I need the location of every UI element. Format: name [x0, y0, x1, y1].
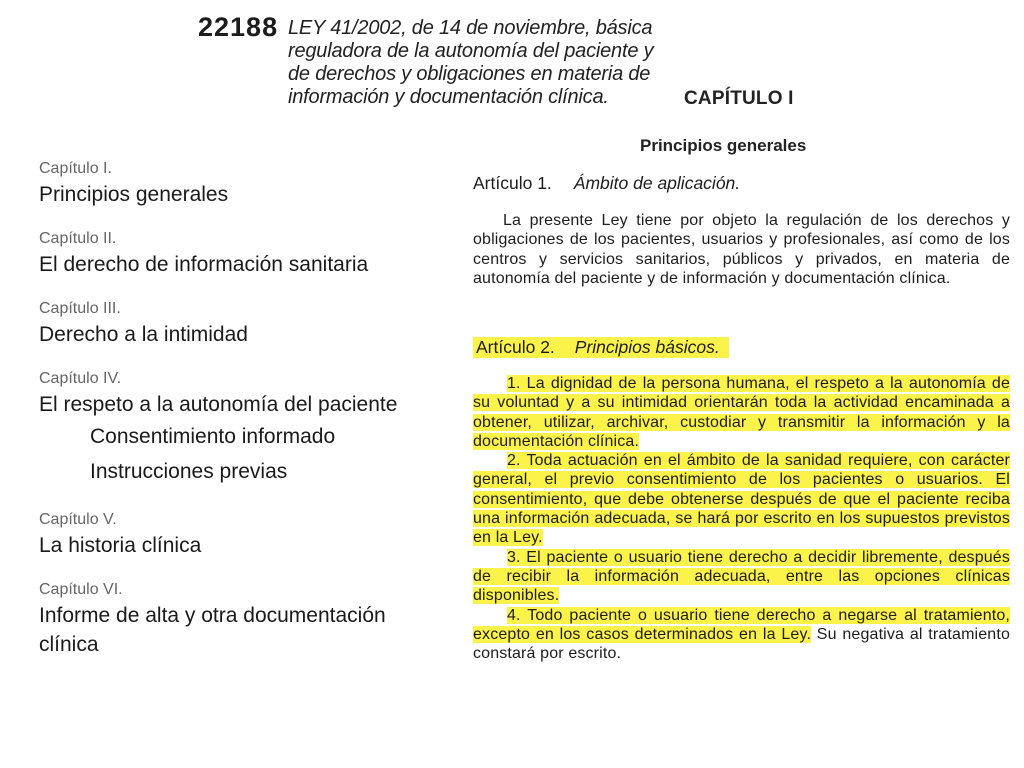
chapter-entry	[39, 370, 449, 490]
section-heading: Principios generales	[640, 136, 807, 155]
article-1-label: Artículo 1.	[473, 173, 552, 193]
chapter-title: Informe de alta y otra documentación clínica	[39, 604, 386, 656]
chapter-number: Capítulo VI.	[39, 581, 123, 598]
article-2-paragraph	[473, 374, 1010, 451]
chapter-title: Principios generales	[39, 183, 229, 206]
chapter-number: Capítulo V.	[39, 511, 117, 528]
article-2-paragraph	[473, 548, 1010, 606]
chapter-number: Capítulo I.	[39, 160, 112, 177]
chapter-title: La historia clínica	[39, 534, 202, 557]
article-1-text: La presente Ley tiene por objeto la regulación de los derechos y obligaciones de los pacientes, usuarios y profesionales, así como de los centros y servicios sanitarios, públicos y privados, en materia de autonomía del paciente y de información y documentación clínica.	[473, 212, 1010, 287]
law-title: LEY 41/2002, de 14 de noviembre, básica reguladora de la autonomía del paciente y de derechos y obligaciones en materia de información y documentación clínica.	[288, 17, 654, 108]
chapter-title: Derecho a la intimidad	[39, 323, 248, 346]
chapter-number: Capítulo II.	[39, 230, 117, 247]
article-2-paragraph	[473, 451, 1010, 547]
chapter-number: Capítulo IV.	[39, 370, 122, 387]
chapter-list	[39, 160, 449, 680]
article-1-title: Ámbito de aplicación.	[573, 173, 741, 193]
chapter-entry	[39, 230, 449, 279]
article-2-item-4-tail: Su negativa al tratamiento constará por escrito.	[473, 625, 1010, 663]
chapter-subitem: Consentimiento informado	[90, 425, 336, 448]
article-2-paragraph	[473, 606, 1010, 664]
chapter-title: El respeto a la autonomía del paciente	[39, 393, 398, 416]
chapter-entry	[39, 160, 449, 209]
article-2-heading	[473, 337, 729, 358]
law-number: 22188	[198, 12, 279, 42]
chapter-entry	[39, 511, 449, 560]
chapter-subitem: Instrucciones previas	[90, 460, 288, 483]
chapter-number: Capítulo III.	[39, 300, 121, 317]
chapter-entry	[39, 581, 449, 659]
article-2-body	[473, 374, 1010, 663]
article-2-label: Artículo 2.	[476, 337, 555, 357]
article-2-item-4: 4. Todo paciente o usuario tiene derecho a negarse al tratamiento, excepto en los casos determinados en la Ley.	[473, 606, 1010, 643]
article-1-heading	[473, 173, 740, 194]
article-2-title: Principios básicos.	[569, 337, 726, 357]
chapter-title: El derecho de información sanitaria	[39, 253, 369, 276]
article-2-item-1: 1. La dignidad de la persona humana, el respeto a la autonomía de su voluntad y a su intimidad orientarán toda la actividad encaminada a obtener, utilizar, archivar, custodiar y transmitir la información y la documentación clínica.	[473, 375, 1010, 450]
article-2-item-3: 3. El paciente o usuario tiene derecho a decidir libremente, después de recibir la información adecuada, entre las opciones clínicas disponibles.	[473, 548, 1010, 605]
chapter-heading: CAPÍTULO I	[684, 88, 794, 109]
article-2-item-2: 2. Toda actuación en el ámbito de la sanidad requiere, con carácter general, el previo consentimiento de los pacientes o usuarios. El consentimiento, que debe obtenerse después de que el paciente reciba una información adecuada, se hará por escrito en los supuestos previstos en la Ley.	[473, 452, 1010, 547]
chapter-entry	[39, 300, 449, 349]
